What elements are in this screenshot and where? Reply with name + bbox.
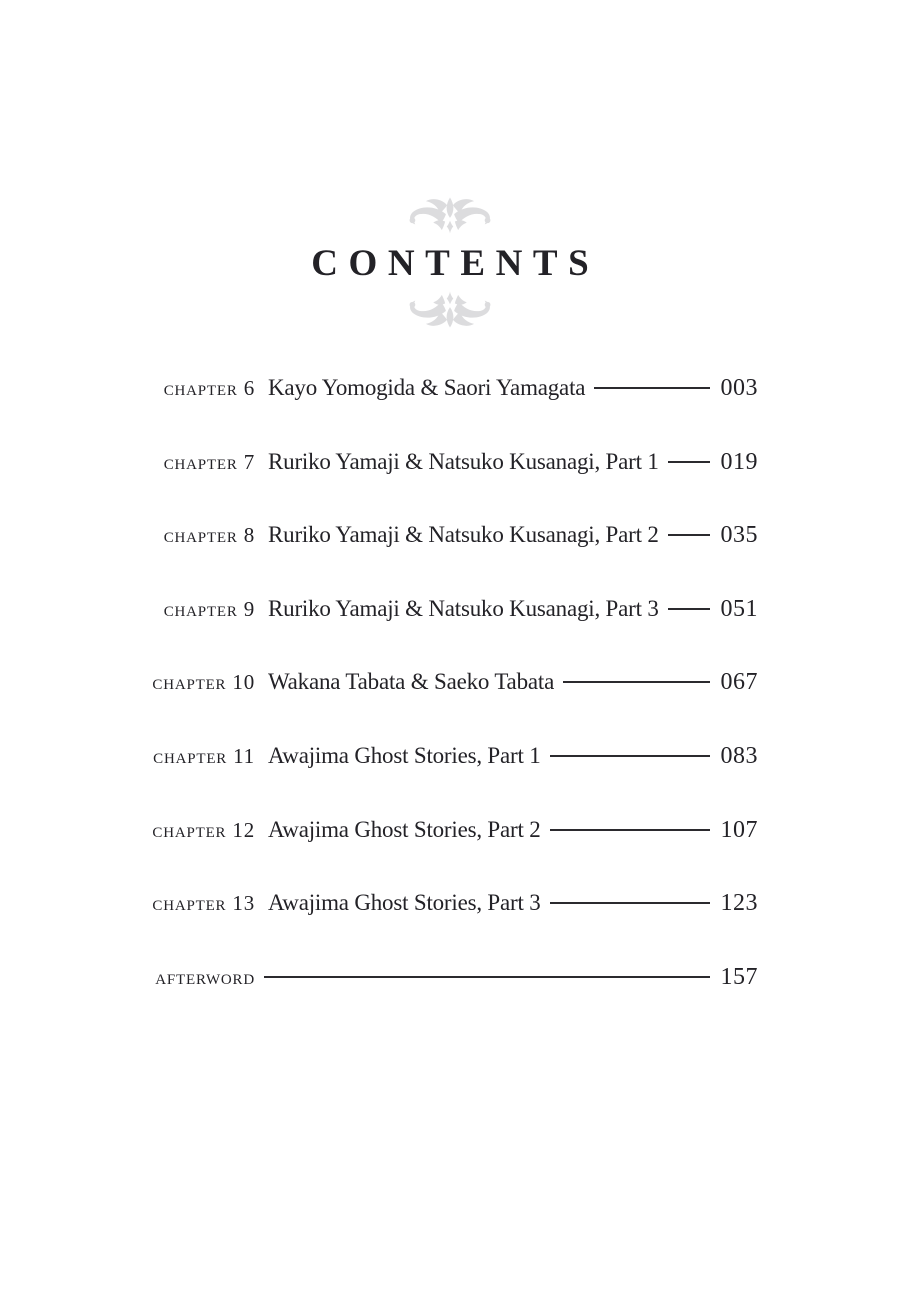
toc-leader-line xyxy=(550,902,710,910)
toc-entry-title: Awajima Ghost Stories, Part 2 xyxy=(268,816,541,842)
toc-leader-line xyxy=(563,681,709,689)
toc-entry xyxy=(133,964,758,1038)
toc-entry-page-number: 083 xyxy=(720,742,758,769)
toc-entry-page-number: 107 xyxy=(720,816,758,843)
toc-leader-line xyxy=(668,461,710,469)
toc-entry-page-number: 035 xyxy=(720,522,758,549)
toc-leader-line xyxy=(550,829,710,837)
toc-leader-line xyxy=(264,976,710,984)
toc-entry xyxy=(133,522,758,596)
toc-leader-line xyxy=(668,534,710,542)
toc-entry xyxy=(133,743,758,817)
toc-entry-label: chapter 12 xyxy=(152,817,255,842)
toc-entry-page-number: 067 xyxy=(720,669,758,696)
toc-entry-title: Awajima Ghost Stories, Part 1 xyxy=(268,742,541,768)
toc-entry xyxy=(133,375,758,449)
toc-entry-label: chapter 8 xyxy=(163,523,255,548)
toc-leader-line xyxy=(550,755,710,763)
toc-entry xyxy=(133,890,758,964)
toc-entry-title: Ruriko Yamaji & Natsuko Kusanagi, Part 3 xyxy=(268,595,659,621)
toc-entry-page-number: 123 xyxy=(720,890,758,917)
toc-entry-label: chapter 13 xyxy=(152,891,255,916)
toc-entry-title: Awajima Ghost Stories, Part 3 xyxy=(268,890,541,916)
toc-entry-title: Ruriko Yamaji & Natsuko Kusanagi, Part 1 xyxy=(268,448,659,474)
toc-entry-page-number: 051 xyxy=(720,595,758,622)
page-title: CONTENTS xyxy=(311,243,600,284)
toc-entry-page-number: 019 xyxy=(720,448,758,475)
table-of-contents xyxy=(133,375,758,1037)
toc-entry xyxy=(133,449,758,523)
toc-entry xyxy=(133,596,758,670)
toc-leader-line xyxy=(594,387,709,395)
toc-entry-title: Kayo Yomogida & Saori Yamagata xyxy=(268,375,586,400)
toc-entry-label: chapter 9 xyxy=(163,596,255,621)
toc-entry-label: afterword xyxy=(155,964,255,989)
flourish-top-icon xyxy=(401,196,499,234)
toc-entry-page-number: 157 xyxy=(720,963,758,990)
toc-entry xyxy=(133,669,758,743)
toc-entry xyxy=(133,817,758,891)
toc-entry-label: chapter 6 xyxy=(163,376,255,400)
toc-leader-line xyxy=(668,608,710,616)
toc-entry-title: Ruriko Yamaji & Natsuko Kusanagi, Part 2 xyxy=(268,522,659,548)
toc-entry-label: chapter 7 xyxy=(163,449,255,474)
toc-entry-label: chapter 11 xyxy=(153,743,255,768)
toc-entry-label: chapter 10 xyxy=(152,670,255,695)
flourish-bottom-icon xyxy=(401,291,499,329)
toc-entry-page-number: 003 xyxy=(720,375,758,401)
toc-entry-title: Wakana Tabata & Saeko Tabata xyxy=(268,669,555,695)
